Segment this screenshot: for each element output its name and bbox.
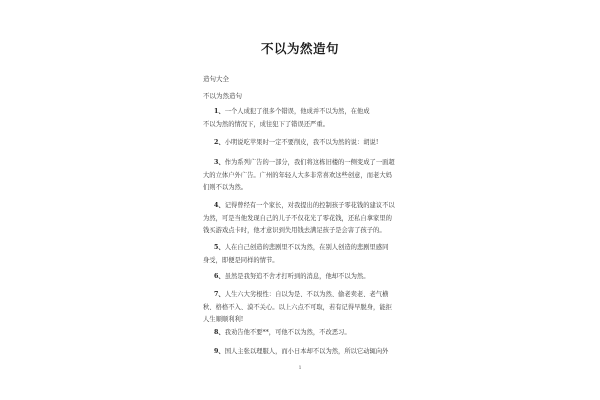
paragraph-line	[203, 213, 408, 226]
paragraph-number: 1、	[214, 108, 225, 115]
paragraph-text: 人生六大劣根性：自以为是、不以为然、偷老卖老、老气横	[224, 291, 389, 298]
paragraph-1	[203, 106, 408, 131]
paragraph-2	[203, 137, 408, 150]
paragraph-number: 3、	[214, 159, 225, 166]
paragraph-text: 们则不以为然。	[203, 184, 248, 191]
paragraph-line	[203, 225, 408, 238]
section-subheading: 不以为然造句	[203, 92, 242, 100]
paragraph-number: 7、	[214, 291, 225, 298]
paragraph-text: 不以为然的情况下，成往犯下了错误还严重。	[203, 120, 329, 128]
paragraph-line	[203, 106, 408, 119]
paragraph-line	[203, 289, 408, 302]
paragraph-number: 5、	[214, 244, 225, 251]
paragraph-line	[203, 255, 408, 268]
paragraph-4	[203, 200, 408, 238]
paragraph-line	[203, 346, 408, 359]
paragraph-number: 8、	[214, 329, 225, 336]
paragraph-text: 为然，可是当他发现自己的儿子不仅花光了零花钱，还私自拿家里的	[203, 214, 392, 222]
paragraph-3	[203, 157, 408, 195]
paragraph-text: 我劝告他不要**，可他不以为然，不改恶习。	[224, 329, 351, 336]
paragraph-text: 小明说吃苹果时一定不要削皮，我不以为然的说：胡说!	[224, 139, 379, 146]
paragraph-number: 6、	[214, 273, 225, 280]
paragraph-5	[203, 242, 408, 267]
paragraph-6	[203, 271, 408, 284]
paragraph-text: 身受，即便是同样的情节。	[203, 256, 279, 264]
paragraph-text: 人在自己创造的悲剧里不以为然，在别人创造的悲剧里感同	[224, 244, 389, 251]
paragraph-text: 虽然是我努追不舍才打听到的消息，他却不以为然。	[224, 273, 370, 280]
paragraph-line	[203, 271, 408, 284]
paragraph-text: 国人主张以理服人，而小日本却不以为然，所以它动辄向外	[224, 348, 389, 355]
paragraph-text: 人生顺顺利利!	[203, 316, 244, 323]
paragraph-text: 一个人成犯了很多个错误，他成并不以为然，在他成	[224, 108, 370, 115]
paragraph-line	[203, 157, 408, 170]
paragraph-text: 记得曾经有一个家长，对我提出的控制孩子零花钱的建议不以	[224, 202, 395, 209]
paragraph-number: 2、	[214, 139, 225, 146]
paragraph-7	[203, 289, 408, 327]
paragraph-line	[203, 182, 408, 195]
paragraph-line	[203, 302, 408, 315]
document-title: 不以为然造句	[260, 41, 339, 56]
paragraph-number: 9、	[214, 348, 225, 355]
paragraph-line	[203, 137, 408, 150]
paragraph-line	[203, 200, 408, 213]
paragraph-text: 大的立体户外广告。广州的年轻人大多非常喜欢这些创意，而老大妈	[203, 171, 392, 179]
paragraph-9	[203, 346, 408, 359]
paragraph-line	[203, 119, 408, 132]
paragraph-number: 4、	[214, 202, 225, 209]
paragraph-line	[203, 327, 408, 340]
section-heading: 造句大全	[203, 75, 229, 83]
paragraph-text: 钱买游戏点卡时，他才意识到失用钱去满足孩子是会害了孩子的。	[203, 227, 386, 234]
paragraph-text: 秋、格格不入、漠不关心。以上六点不可取，若有记得早脱身，能拒	[203, 303, 392, 311]
page-number: 1	[298, 366, 302, 371]
paragraph-line	[203, 314, 408, 327]
paragraph-8	[203, 327, 408, 340]
paragraph-text: 作为系列广告的一部分，我们将这栋旧楼的一侧变成了一面超	[224, 159, 395, 166]
paragraph-line	[203, 242, 408, 255]
paragraph-line	[203, 170, 408, 183]
